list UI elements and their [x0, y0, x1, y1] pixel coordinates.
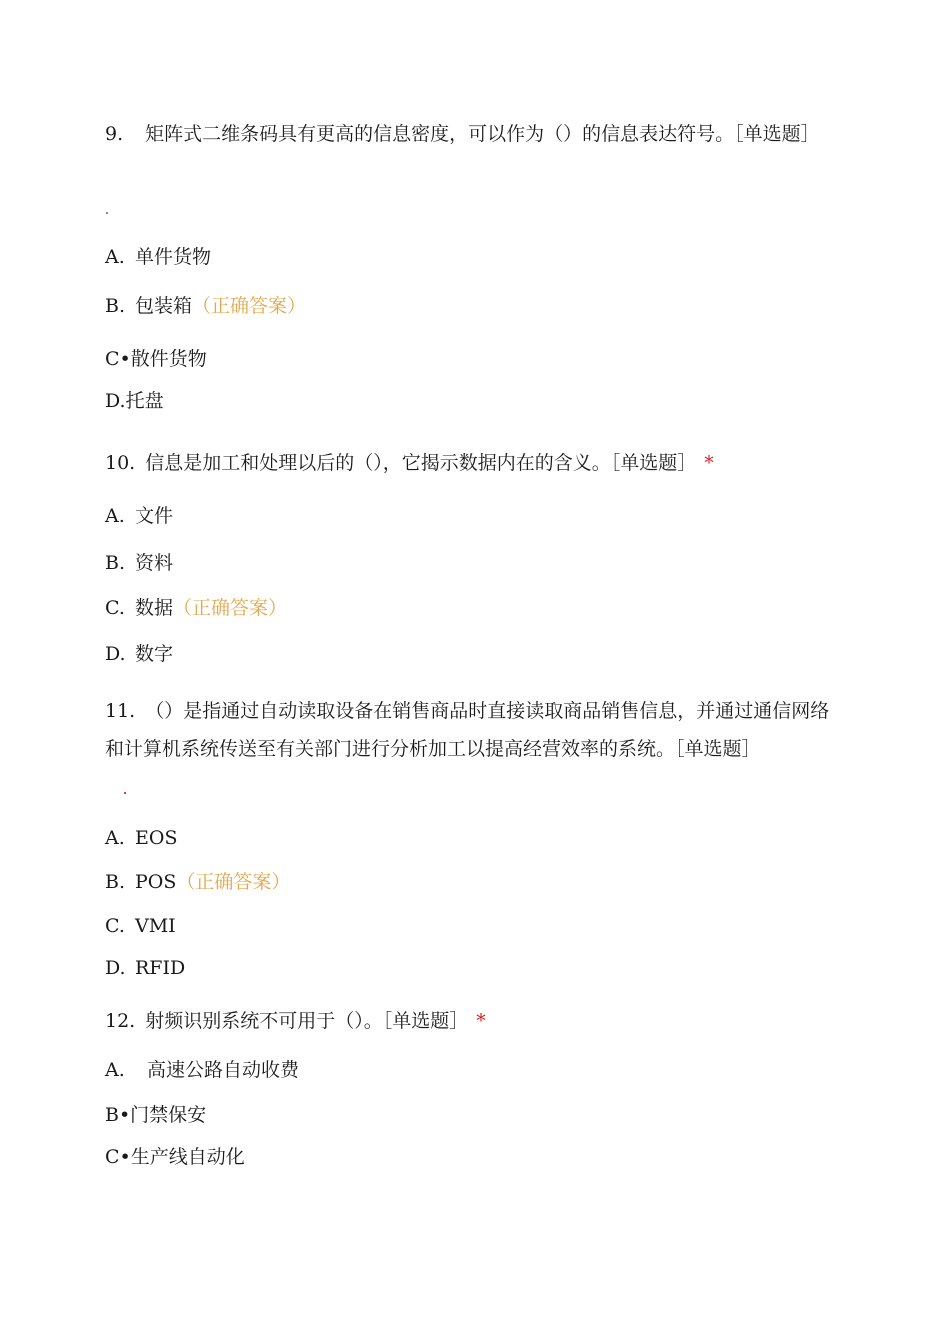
question-10: [105, 444, 714, 482]
question-number: 9.: [105, 123, 124, 145]
option-letter: B.: [105, 871, 126, 893]
option-9-a[interactable]: [105, 238, 211, 276]
option-10-a[interactable]: [105, 497, 173, 535]
option-text: 文件: [135, 505, 174, 527]
option-letter: A.: [105, 827, 125, 849]
stray-mark: [106, 212, 108, 214]
option-text: POS: [135, 871, 177, 893]
option-9-d[interactable]: [105, 382, 164, 420]
option-letter: C•: [105, 348, 131, 370]
option-text: 高速公路自动收费: [147, 1059, 300, 1081]
option-text: 资料: [135, 552, 174, 574]
option-9-c[interactable]: [105, 340, 207, 378]
question-number: 12.: [105, 1010, 136, 1032]
question-text: 矩阵式二维条码具有更高的信息密度，可以作为（）的信息表达符号。［单选题］: [145, 123, 820, 145]
required-marker: *: [476, 1010, 486, 1032]
question-text: （）是指通过自动读取设备在销售商品时直接读取商品销售信息，并通过通信网络和计算机系统传送至有关部门进行分析加工以提高经营效率的系统。［单选题］: [105, 700, 830, 760]
option-text: 数据: [135, 597, 174, 619]
option-letter: A.: [105, 1059, 125, 1081]
stray-mark: [124, 792, 126, 794]
option-text: VMI: [135, 915, 176, 937]
option-11-c[interactable]: [105, 907, 176, 945]
option-letter: D.: [105, 390, 126, 412]
question-9: [105, 115, 840, 153]
option-text: 生产线自动化: [130, 1146, 245, 1168]
option-text: 单件货物: [135, 246, 212, 268]
option-letter: C.: [105, 597, 125, 619]
question-number: 10.: [105, 452, 136, 474]
option-text: 包装箱: [135, 295, 193, 317]
option-text: 数字: [135, 643, 174, 665]
option-letter: B•: [105, 1104, 131, 1126]
option-letter: B.: [105, 552, 126, 574]
question-12: [105, 1002, 486, 1040]
option-text: EOS: [135, 827, 178, 849]
question-11: [105, 692, 840, 768]
question-text: 射频识别系统不可用于（）。［单选题］: [145, 1010, 469, 1032]
option-letter: A.: [105, 505, 125, 527]
option-12-c[interactable]: [105, 1138, 245, 1176]
required-marker: *: [704, 452, 714, 474]
correct-answer-label: （正确答案）: [192, 295, 307, 317]
question-number: 11.: [105, 700, 136, 722]
option-letter: C•: [105, 1146, 131, 1168]
option-11-d[interactable]: [105, 949, 185, 987]
option-9-b[interactable]: [105, 287, 306, 325]
option-letter: C.: [105, 915, 125, 937]
option-text: 门禁保安: [130, 1104, 207, 1126]
question-text: 信息是加工和处理以后的（），它揭示数据内在的含义。［单选题］: [145, 452, 697, 474]
correct-answer-label: （正确答案）: [176, 871, 291, 893]
option-letter: D.: [105, 643, 126, 665]
option-letter: B.: [105, 295, 126, 317]
option-letter: D.: [105, 957, 126, 979]
option-text: 托盘: [125, 390, 164, 412]
option-text: 散件货物: [130, 348, 207, 370]
correct-answer-label: （正确答案）: [173, 597, 288, 619]
option-12-a[interactable]: [105, 1051, 299, 1089]
option-11-a[interactable]: [105, 819, 177, 857]
option-10-c[interactable]: [105, 589, 287, 627]
option-10-b[interactable]: [105, 544, 173, 582]
option-letter: A.: [105, 246, 125, 268]
option-text: RFID: [135, 957, 186, 979]
option-12-b[interactable]: [105, 1096, 206, 1134]
option-11-b[interactable]: [105, 863, 290, 901]
option-10-d[interactable]: [105, 635, 173, 673]
